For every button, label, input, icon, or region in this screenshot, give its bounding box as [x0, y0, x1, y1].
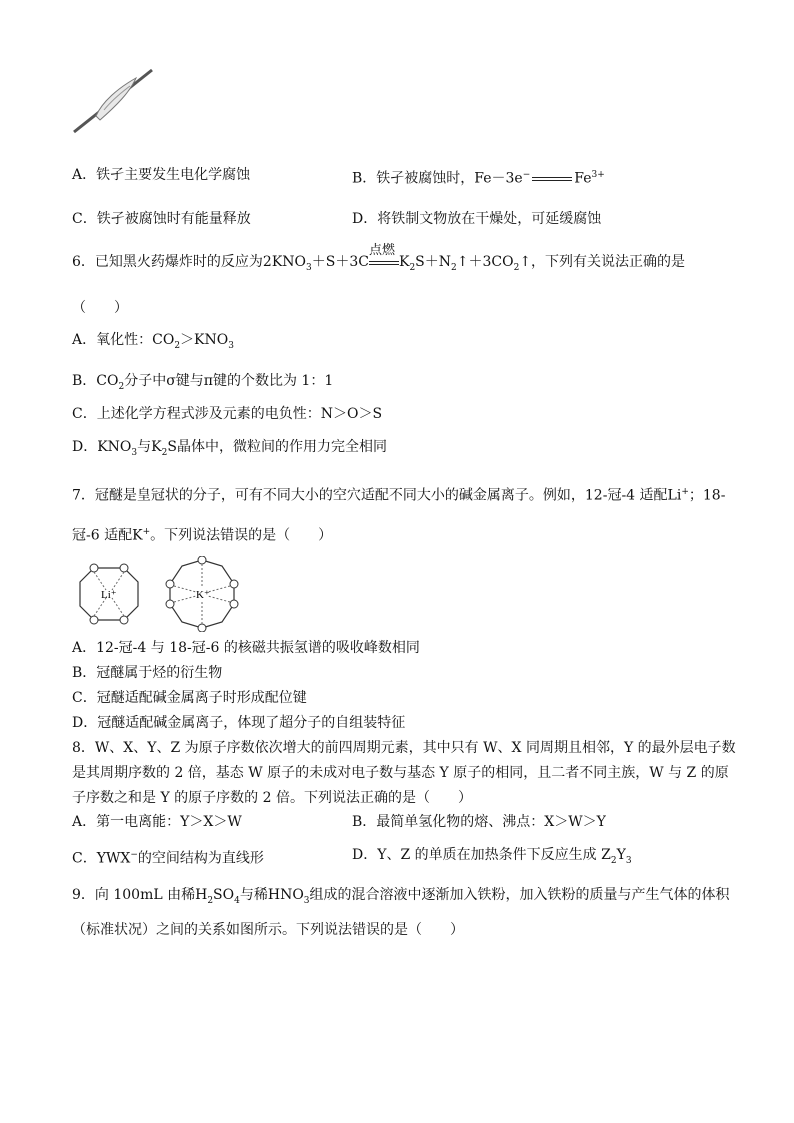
q8-option-b: B．最简单氢化物的熔、沸点：X＞W＞Y — [352, 814, 606, 830]
q7-option-a: A．12-冠-4 与 18-冠-6 的核磁共振氢谱的吸收峰数相同 — [72, 640, 420, 656]
k-ion-label: K⁺ — [196, 589, 210, 601]
reaction-condition: 点燃 — [368, 243, 395, 258]
iron-awl-image — [70, 66, 156, 136]
reaction-arrow — [368, 243, 399, 269]
q6-option-a: A．氧化性：$CO_2>KNO_3$ — [72, 332, 234, 351]
q6-stem: 6．已知黑火药爆炸时的反应为$2KNO_3+S+3C$ 点燃 $K_2S+N_2↑+3CO_2↑$，下列有关说法正确的是 — [72, 243, 686, 273]
q9-stem-line1: 9．向 100mL 由稀$H_2SO_4$与稀$HNO_3$组成的混合溶液中逐渐加入铁粉，加入铁粉的质量与产生气体的体积 — [72, 887, 730, 906]
q6-answer-paren: （ ） — [72, 300, 128, 316]
q8-option-d: D．Y、Z 的单质在加热条件下反应生成 $Z_2Y_3$ — [352, 847, 632, 866]
q7-stem-line2: 冠-6 适配K+。下列说法错误的是（ ） — [72, 527, 333, 544]
q6-option-c: C．上述化学方程式涉及元素的电负性：N＞O＞S — [72, 406, 383, 422]
q7-stem-line1: 7．冠醚是皇冠状的分子，可有不同大小的空穴适配不同大小的碱金属离子。例如，12-冠-4 适配Li+；18- — [72, 487, 726, 504]
q6-option-b: B．$CO_2$分子中σ键与π键的个数比为 1：1 — [72, 373, 334, 392]
q5-option-d: D．将铁制文物放在干燥处，可延缓腐蚀 — [352, 211, 602, 227]
q8-stem-line3: 子序数之和是 Y 的原子序数的 2 倍。下列说法正确的是（ ） — [72, 790, 472, 806]
q6-option-d: D．$KNO_3$与$K_2S$晶体中，微粒间的作用力完全相同 — [72, 439, 387, 458]
q5-option-b: B．铁孑被腐蚀时，Fe－3e− $Fe^{3+}$ — [352, 170, 605, 187]
q8-stem-line1: 8．W、X、Y、Z 为原子序数依次增大的前四周期元素，其中只有 W、X 同周期且相邻，Y 的最外层电子数 — [72, 740, 736, 756]
q8-option-a: A．第一电离能：Y＞X＞W — [72, 814, 242, 830]
crown-ether-18-6-figure — [164, 556, 240, 632]
li-ion-label: Li⁺ — [101, 589, 117, 601]
q9-stem-line2: （标准状况）之间的关系如图所示。下列说法错误的是（ ） — [72, 922, 464, 938]
q7-option-b: B．冠醚属于烃的衍生物 — [72, 665, 223, 681]
q8-stem-line2: 是其周期序数的 2 倍，基态 W 原子的未成对电子数与基态 Y 原子的相同，且二者不同主族，W 与 Z 的原 — [72, 765, 729, 781]
q8-option-c: C．YWX−的空间结构为直线形 — [72, 850, 264, 867]
q5-option-c: C．铁孑被腐蚀时有能量释放 — [72, 211, 251, 227]
q7-option-c: C．冠醚适配碱金属离子时形成配位键 — [72, 690, 307, 706]
q5-option-a: A．铁孑主要发生电化学腐蚀 — [72, 167, 251, 183]
q7-option-d: D．冠醚适配碱金属离子，体现了超分子的自组装特征 — [72, 715, 406, 731]
crown-ether-12-4-figure — [72, 560, 146, 628]
